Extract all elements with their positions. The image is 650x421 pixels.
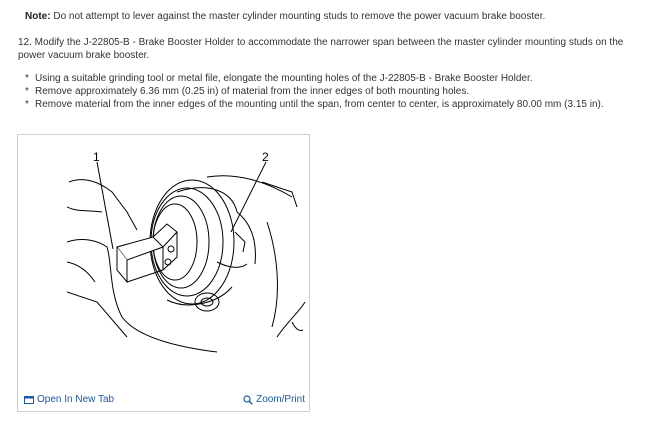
magnifier-icon bbox=[243, 395, 253, 405]
bullet-text: Using a suitable grinding tool or metal file, elongate the mounting holes of the J-22805-B - Brake Booster Holder. bbox=[35, 73, 533, 84]
note-label: Note: bbox=[25, 11, 51, 22]
callout-label-2: 2 bbox=[262, 152, 269, 164]
callout-label-1: 1 bbox=[93, 152, 100, 164]
figure-container bbox=[17, 134, 310, 412]
brake-booster-illustration[interactable] bbox=[67, 152, 307, 357]
step-12-text: 12. Modify the J-22805-B - Brake Booster Holder to accommodate the narrower span between the master cylinder mounting studs on the power vacuum brake booster. bbox=[18, 37, 624, 61]
note-paragraph bbox=[25, 10, 640, 23]
bullet-item bbox=[25, 85, 625, 98]
bullet-marker: * bbox=[25, 73, 29, 84]
instruction-bullet-list bbox=[25, 72, 625, 111]
zoom-print-label: Zoom/Print bbox=[256, 394, 305, 405]
bullet-text: Remove material from the inner edges of the mounting until the span, from center to center, is approximately 80.00 mm (3.15 in). bbox=[35, 99, 604, 110]
zoom-print-link[interactable] bbox=[243, 394, 305, 405]
bullet-item bbox=[25, 72, 625, 85]
note-text: Do not attempt to lever against the master cylinder mounting studs to remove the power vacuum brake booster. bbox=[50, 11, 546, 22]
open-in-new-tab-link[interactable] bbox=[24, 394, 114, 405]
bullet-item bbox=[25, 98, 625, 111]
figure-footer bbox=[18, 389, 309, 411]
open-in-new-tab-label: Open In New Tab bbox=[37, 394, 115, 405]
open-in-new-tab-icon bbox=[24, 395, 34, 405]
bullet-marker: * bbox=[25, 86, 29, 97]
bullet-text: Remove approximately 6.36 mm (0.25 in) of material from the inner edges of both mounting holes. bbox=[35, 86, 470, 97]
bullet-marker: * bbox=[25, 99, 29, 110]
